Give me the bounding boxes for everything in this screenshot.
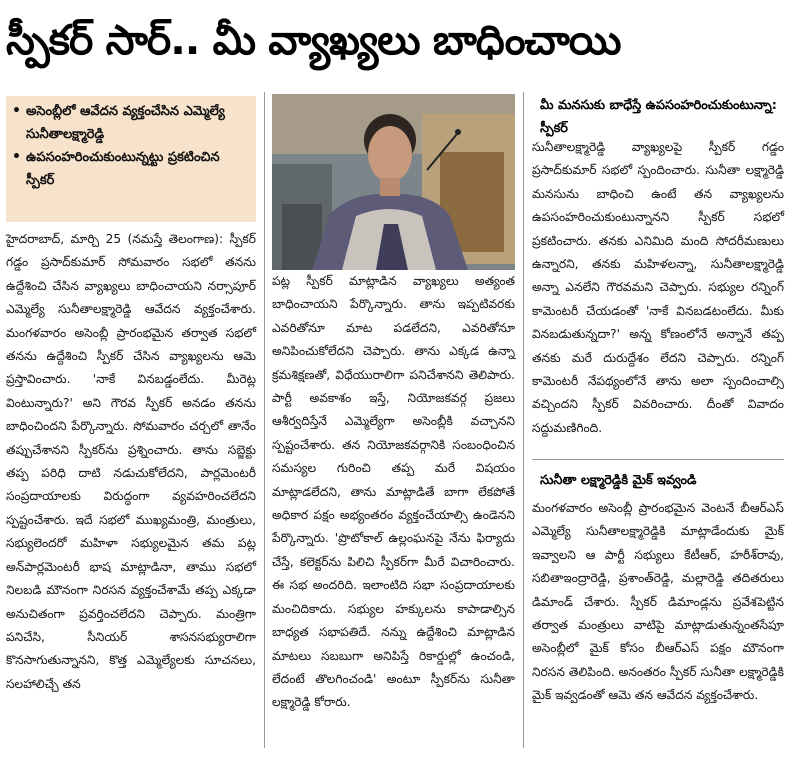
bullet-icon: • xyxy=(12,149,21,165)
article-column-2 xyxy=(272,270,515,715)
highlight-item xyxy=(12,100,250,146)
article-text: పట్ల స్పీకర్ మాట్లాడిన వ్యాఖ్యలు అత్యంత బాధించాయని పేర్కొన్నారు. తాను ఇప్పటివరకు ఎవరితోనూ మాట పడలేదని, ఎవరితోనూ అనిపించుకోలేదని చెప్పారు. తాను ఎక్కడ ఉన్నా క్రమశిక్షణతో, విధేయురాలిగా పనిచేశానని తెలిపారు. పార్టీ అవకాశం ఇస్తే, నియోజకవర్గ ప్రజలు ఆశీర్వదిస్తేనే ఎమ్మెల్యేగా అసెంబ్లీకి వచ్చానని స్పష్టంచేశారు. తన నియోజకవర్గానికి సంబంధించిన సమస్యల గురించి తప్ప మరే విషయం మాట్లాడలేదని, తాను మాట్లాడితే బాగా లేకపోతే అధికార పక్షం అభ్యంతరం వ్యక్తంచేయాల్సి ఉండెనని పేర్కొన్నారు. 'ప్రొటోకాల్ ఉల్లంఘనపై నేను ఫిర్యాదు చేస్తే, కలెక్టర్‌ను పిలిచి స్పీకర్‌గా మీరే విచారించారు. ఈ సభ అందరిది. ఇలాంటిది సభా సంప్రదాయాలకు మంచిదికాదు. సభ్యుల హక్కులను కాపాడాల్సిన బాధ్యత సభాపతిదే. నన్ను ఉద్దేశించి మాట్లాడిన మాటలు సబబుగా అనిపిస్తే రికార్డుల్లో ఉంచండి, లేదంటే తొలగించండి' అంటూ స్పీకర్‌ను సునీతా లక్ష్మారెడ్డి కోరారు. xyxy=(272,274,515,710)
article-column-1 xyxy=(6,228,256,696)
highlight-text: ఉపసంహరించుకుంటున్నట్టు ప్రకటించిన స్పీకర్ xyxy=(26,150,220,188)
article-text: హైదరాబాద్, మార్చి 25 (నమస్తే తెలంగాణ): స్పీకర్ గడ్డం ప్రసాద్‌కుమార్ సోమవారం సభలో తనను ఉద్దేశించి చేసిన వ్యాఖ్యలు బాధించాయని నర్సాపూర్ ఎమ్మెల్యే సునీతాలక్ష్మారెడ్డి ఆవేదన వ్యక్తంచేశారు. మంగళవారం అసెంబ్లీ ప్రారంభమైన తర్వాత సభలో తనను ఉద్దేశించి స్పీకర్ చేసిన వ్యాఖ్యలను ఆమె ప్రస్తావించారు. 'నాకే వినబడ్డంలేదు. మీరెట్ల వింటున్నారు?' అని గౌరవ స్పీకర్ అనడం తనను బాధించిందని పేర్కొన్నారు. సోమవారం చర్చలో తానేం తప్పుచేశానని స్పీకర్‌ను ప్రశ్నించారు. తాను సబ్జెక్టు తప్ప పరిధి దాటి నడుచుకోలేదని, పార్లమెంటరీ సంప్రదాయాలకు విరుద్ధంగా వ్యవహరించలేదని స్పష్టంచేశారు. ఇదే సభలో ముఖ్యమంత్రి, మంత్రులు, సభ్యులెందరో మహిళా సభ్యులమైన తమ పట్ల అన్‌పార్లమెంటరీ భాష మాట్లాడినా, తాము సభలో నిలబడి మౌనంగా నిరసన వ్యక్తంచేశామే తప్ప ఎక్కడా అనుచితంగా ప్రవర్తించలేదని చెప్పారు. మంత్రిగా పనిచేసి, సీనియర్ శాసనసభ్యురాలిగా కొనసాగుతున్నానని, కొత్త ఎమ్మెల్యేలకు సూచనలు, సలహాలిచ్చే తన xyxy=(6,232,256,691)
column-divider xyxy=(264,92,265,748)
article-column-3a xyxy=(532,136,784,440)
bullet-icon: • xyxy=(12,103,21,119)
subheading-speaker-withdraws: మీ మనసుకు బాధేస్తే ఉపసంహరించుకుంటున్నా: స్పీకర్ xyxy=(540,98,777,136)
headline: స్పీకర్ సార్.. మీ వ్యాఖ్యలు బాధించాయి xyxy=(6,16,621,64)
article-text: సునీతాలక్ష్మారెడ్డి వ్యాఖ్యలపై స్పీకర్ గడ్డం ప్రసాద్‌కుమార్ సభలో స్పందించారు. సునీతా లక్ష్మారెడ్డి మనసును బాధించి ఉంటే తన వ్యాఖ్యలను ఉపసంహరించుకుంటున్నానని స్పీకర్ సభలో ప్రకటించారు. తనకు ఎనిమిది మంది సోదరీమణులు ఉన్నారని, తనకు మహిళలన్నా, సునీతాలక్ష్మారెడ్డి అన్నా ఎనలేని గౌరవమని చెప్పారు. సభ్యుల రన్నింగ్ కామెంటరీ చేయడంతో 'నాకే వినబడటంలేదు. మీకు వినబడుతున్నదా?' అన్న కోణంలోనే అన్నానే తప్ప తనకు మరే దురుద్దేశం లేదని చెప్పారు. రన్నింగ్ కామెంటరీ నేపథ్యంలోనే తాను అలా స్పందించాల్సి వచ్చిందని స్పీకర్ వివరించారు. దీంతో వివాదం సద్దుమణిగింది. xyxy=(532,140,784,435)
article-column-3b xyxy=(532,497,784,708)
highlights-box xyxy=(6,96,256,222)
subheading-give-mike: సునీతా లక్ష్మారెడ్డికి మైక్ ఇవ్వండి xyxy=(540,473,697,488)
column-divider xyxy=(523,92,524,748)
highlight-text: అసెంబ్లీలో ఆవేదన వ్యక్తంచేసిన ఎమ్మెల్యే సునీతాలక్ష్మారెడ్డి xyxy=(26,104,225,142)
section-divider xyxy=(532,459,784,460)
mla-photo xyxy=(272,94,515,270)
speaker-portrait-image xyxy=(272,94,515,270)
highlight-item xyxy=(12,146,250,192)
article-text: మంగళవారం అసెంబ్లీ ప్రారంభమైన వెంటనే బీఆర్ఎస్ ఎమ్మెల్యే సునీతాలక్ష్మారెడ్డికి మాట్లాడేందుకు మైక్ ఇవ్వాలని ఆ పార్టీ సభ్యులు కేటీఆర్, హరీశ్‌రావు, సబితాఇంద్రారెడ్డి, ప్రశాంత్‌రెడ్డి, మల్లారెడ్డి తదితరులు డిమాండ్ చేశారు. స్పీకర్ డిమాండ్లను ప్రవేశపెట్టిన తర్వాత మంత్రులు వాటిపై మాట్లాడుతున్నంతసేపూ అసెంబ్లీలో మైక్ కోసం బీఆర్ఎస్ పక్షం మౌనంగా నిరసన తెలిపింది. అనంతరం స్పీకర్ సునీతా లక్ష్మారెడ్డికి మైక్ ఇవ్వడంతో ఆమె తన ఆవేదన వ్యక్తంచేశారు. xyxy=(532,501,784,703)
